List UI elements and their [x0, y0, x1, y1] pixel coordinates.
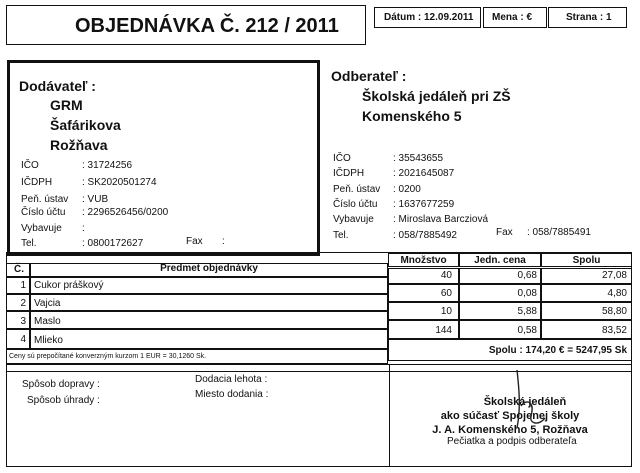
row-total: 83,52 [601, 325, 627, 336]
row-total: 27,08 [601, 270, 627, 281]
supplier-name-line: Šafárikova [50, 117, 121, 133]
row-unit-price: 0,58 [517, 325, 537, 336]
supplier-field-label: IČO [21, 160, 39, 171]
customer-fax-label: Fax [496, 227, 513, 238]
row-item: Mlieko [34, 335, 63, 346]
supplier-field-value: : 0800172627 [82, 238, 144, 249]
page-number-text: Strana : 1 [566, 12, 612, 23]
row-item-cell [30, 311, 388, 329]
row-item-cell [30, 294, 388, 311]
supplier-field-value: : [82, 223, 85, 234]
customer-field-label: Číslo účtu [333, 199, 378, 210]
supplier-heading: Dodávateľ : [19, 78, 96, 94]
signature-mark [505, 368, 555, 438]
supplier-field-value: : VUB [82, 194, 109, 205]
delivery-method-label: Spôsob dopravy : [22, 379, 100, 390]
supplier-field-label: Číslo účtu [21, 207, 66, 218]
row-num: 2 [20, 298, 26, 309]
conversion-note: Ceny sú prepočítané konverzným kurzom 1 EUR = 30,1260 Sk. [9, 353, 207, 360]
table-header-qty: Množstvo [400, 255, 447, 266]
customer-name-line: Komenského 5 [362, 108, 462, 124]
supplier-field-label: Peň. ústav [21, 194, 69, 205]
row-qty: 10 [440, 306, 452, 317]
customer-fax-value: : 058/7885491 [527, 227, 591, 238]
customer-field-value: : 058/7885492 [393, 230, 457, 241]
table-header-total: Spolu [572, 255, 601, 266]
date-text: Dátum : 12.09.2011 [384, 12, 474, 23]
row-qty: 144 [435, 325, 452, 336]
row-item: Maslo [34, 316, 61, 327]
customer-field-value: : 2021645087 [393, 168, 455, 179]
currency-text: Mena : € [492, 12, 533, 23]
customer-field-label: Tel. [333, 230, 349, 241]
stamp-line: ako súčasť Spojenej školy [440, 410, 580, 422]
row-num: 4 [20, 334, 26, 345]
supplier-name-line: Rožňava [50, 137, 108, 153]
customer-heading: Odberateľ : [331, 68, 407, 84]
customer-field-label: IČO [333, 153, 351, 164]
table-header-num: Č. [14, 264, 24, 275]
row-item: Vajcia [34, 298, 61, 309]
customer-field-label: IČDPH [333, 168, 365, 179]
stamp-line: Školská jedáleň [483, 396, 567, 408]
customer-field-label: Peň. ústav [333, 184, 381, 195]
customer-field-value: : 1637677259 [393, 199, 455, 210]
footer-divider [389, 364, 390, 467]
supplier-fax-label: Fax [186, 236, 203, 247]
payment-method-label: Spôsob úhrady : [27, 395, 100, 406]
order-sum: Spolu : 174,20 € = 5247,95 Sk [488, 345, 627, 356]
row-num: 3 [20, 316, 26, 327]
row-unit-price: 0,68 [517, 270, 537, 281]
supplier-field-value: : 2296526456/0200 [82, 207, 169, 218]
delivery-deadline-label: Dodacia lehota : [195, 374, 268, 385]
row-unit-price: 0,08 [517, 288, 537, 299]
row-qty: 60 [440, 288, 452, 299]
supplier-field-value: : 31724256 [82, 160, 133, 171]
customer-field-value: : 0200 [393, 184, 421, 195]
customer-field-label: Vybavuje [333, 214, 374, 225]
row-num: 1 [20, 280, 26, 291]
supplier-name-line: GRM [50, 97, 83, 113]
supplier-field-label: Vybavuje [21, 223, 62, 234]
row-unit-price: 5,88 [517, 306, 537, 317]
customer-field-value: : Miroslava Barcziová [393, 214, 489, 225]
customer-field-value: : 35543655 [393, 153, 444, 164]
table-header-unit-price: Jedn. cena [474, 255, 526, 266]
row-total: 58,80 [601, 306, 627, 317]
row-total: 4,80 [607, 288, 627, 299]
supplier-field-label: Tel. [21, 238, 37, 249]
supplier-field-label: IČDPH [21, 177, 53, 188]
stamp-line: J. A. Komenského 5, Rožňava [432, 424, 588, 436]
row-item-cell [30, 329, 388, 349]
row-item: Cukor práškový [34, 280, 104, 291]
customer-name-line: Školská jedáleň pri ZŠ [362, 88, 511, 104]
page-title: OBJEDNÁVKA Č. 212 / 2011 [75, 15, 339, 37]
supplier-field-value: : SK2020501274 [82, 177, 157, 188]
delivery-place-label: Miesto dodania : [195, 389, 269, 400]
table-header-item: Predmet objednávky [160, 263, 258, 274]
stamp-caption: Pečiatka a podpis odberateľa [447, 436, 577, 447]
row-qty: 40 [440, 270, 452, 281]
supplier-fax-value: : [222, 236, 225, 247]
